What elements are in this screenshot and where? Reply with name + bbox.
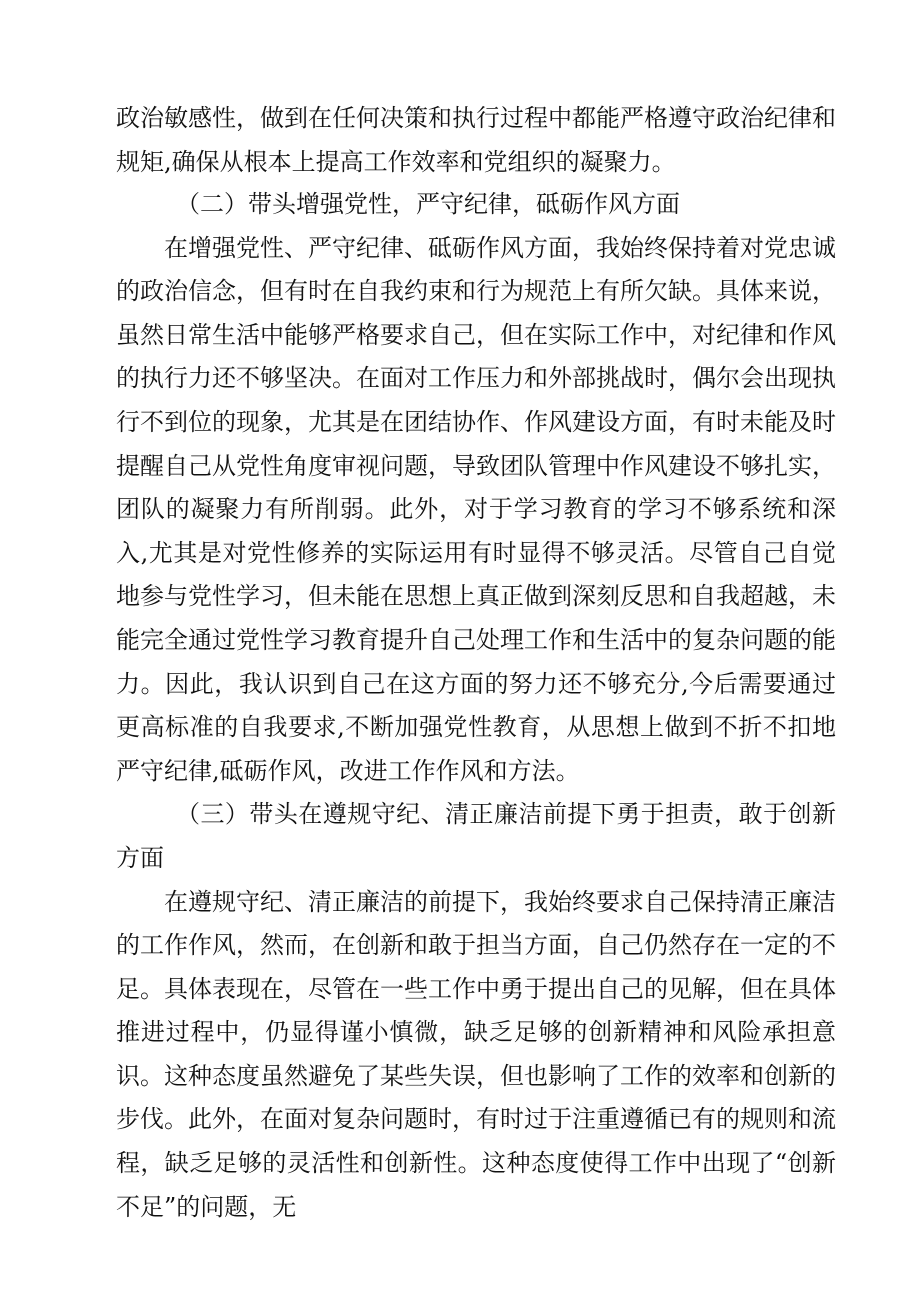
section-3-heading: （三）带头在遵规守纪、清正廉洁前提下勇于担责，敢于创新方面 — [116, 800, 836, 872]
sections-block — [116, 183, 836, 1229]
continuation-paragraph: 政治敏感性，做到在任何决策和执行过程中都能严格遵守政治纪律和规矩,确保从根本上提高工作效率和党组织的凝聚力。 — [116, 104, 836, 176]
continuation-block — [116, 97, 836, 184]
section-2-body: 在增强党性、严守纪律、砥砺作风方面，我始终保持着对党忠诚的政治信念，但有时在自我约束和行为规范上有所欠缺。具体来说，虽然日常生活中能够严格要求自己，但在实际工作中，对纪律和作风的执行力还不够坚决。在面对工作压力和外部挑战时，偶尔会出现执行不到位的现象，尤其是在团结协作、作风建设方面，有时未能及时提醒自己从党性角度审视问题，导致团队管理中作风建设不够扎实，团队的凝聚力有所削弱。此外，对于学习教育的学习不够系统和深入,尤其是对党性修养的实际运用有时显得不够灵活。尽管自己自觉地参与党性学习，但未能在思想上真正做到深刻反思和自我超越，未能完全通过党性学习教育提升自己处理工作和生活中的复杂问题的能力。因此，我认识到自己在这方面的努力还不够充分,今后需要通过更高标准的自我要求,不断加强党性教育，从思想上做到不折不扣地严守纪律,砥砺作风，改进工作作风和方法。 — [116, 233, 836, 785]
section-3-body: 在遵规守纪、清正廉洁的前提下，我始终要求自己保持清正廉洁的工作作风，然而，在创新和敢于担当方面，自己仍然存在一定的不足。具体表现在，尽管在一些工作中勇于提出自己的见解，但在具体推进过程中，仍显得谨小慎微，缺乏足够的创新精神和风险承担意识。这种态度虽然避免了某些失误，但也影响了工作的效率和创新的步伐。此外，在面对复杂问题时，有时过于注重遵循已有的规则和流程，缺乏足够的灵活性和创新性。这种态度使得工作中出现了“创新不足”的问题，无 — [116, 887, 836, 1221]
section-2-heading: （二）带头增强党性，严守纪律，砥砺作风方面 — [176, 190, 680, 218]
